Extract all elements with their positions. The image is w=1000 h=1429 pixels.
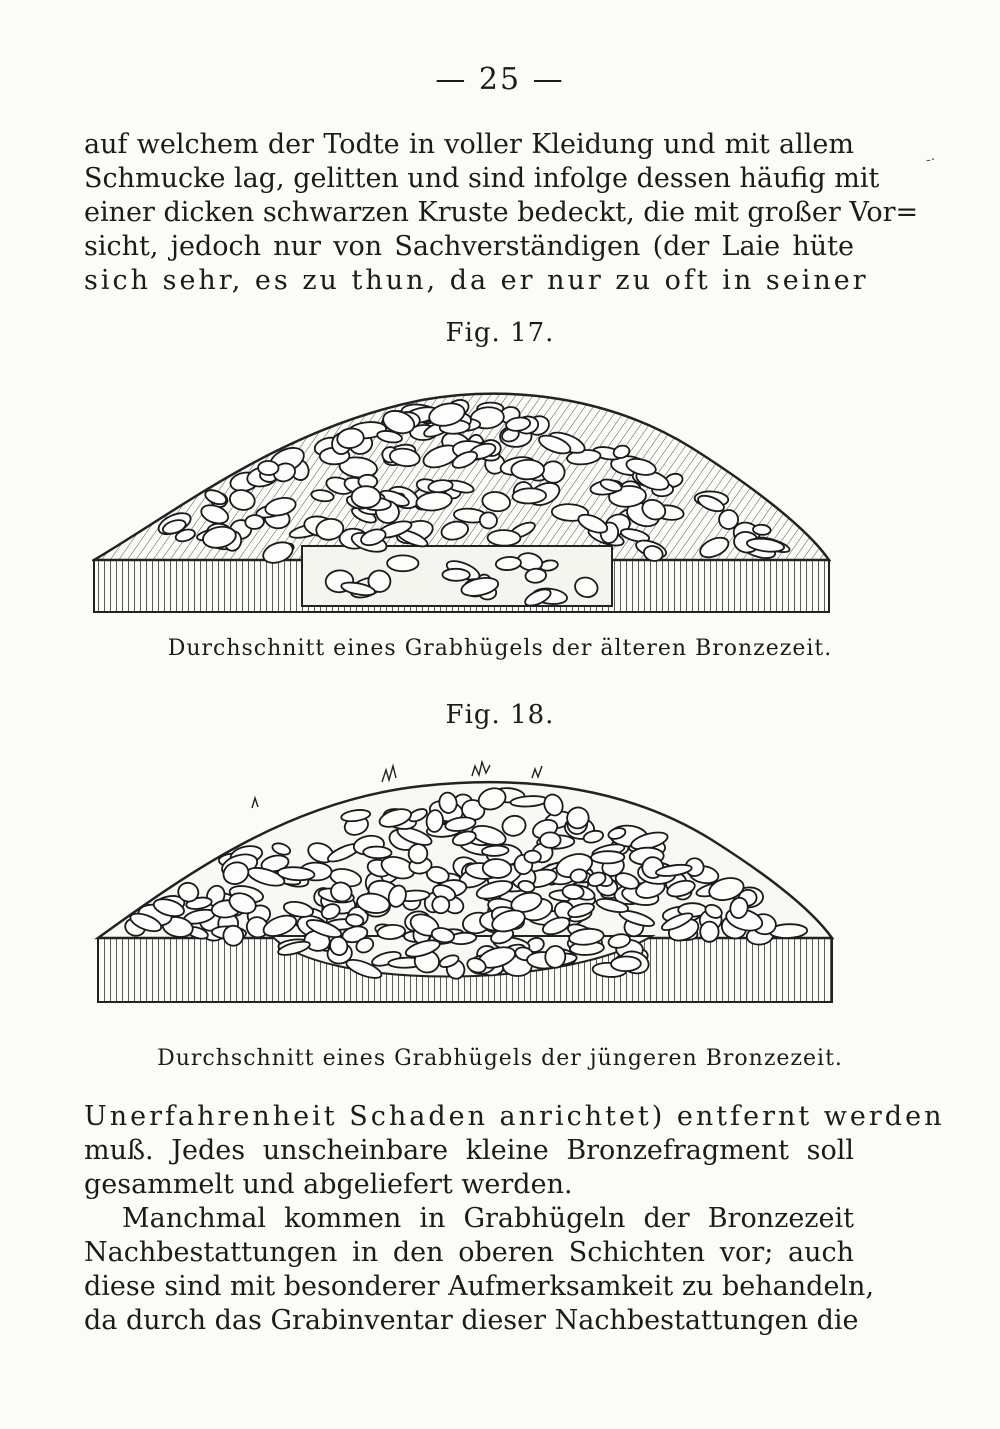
text-line: sicht, jedoch nur von Sachverständigen (der Laie hüte	[84, 231, 854, 262]
stone	[524, 850, 541, 863]
paragraph-bottom	[84, 1100, 945, 1338]
stone	[363, 846, 392, 859]
stone	[512, 488, 546, 504]
stone	[482, 845, 509, 857]
text-line: sich sehr, es zu thun, da er nur zu oft in seiner	[84, 265, 869, 296]
text-line: Nachbestattungen in den oberen Schichten vor; auch	[84, 1237, 854, 1268]
burial-mound-section-figure-17	[92, 378, 832, 618]
text-line: diese sind mit besonderer Aufmerksamkeit zu behandeln,	[84, 1271, 875, 1302]
stone	[387, 555, 418, 571]
text-line: einer dicken schwarzen Kruste bedeckt, die mit großer Vor=	[84, 197, 919, 228]
stone	[591, 851, 625, 864]
text-line: Unerfahrenheit Schaden anrichtet) entfernt werden	[84, 1101, 945, 1132]
figure-18-caption: Durchschnitt eines Grabhügels der jüngeren Bronzezeit.	[157, 1046, 843, 1071]
text-line: auf welchem der Todte in voller Kleidung und mit allem	[84, 129, 854, 160]
stone	[442, 569, 470, 581]
text-line: gesammelt und abgeliefert werden.	[84, 1169, 573, 1200]
stone	[545, 945, 566, 968]
stone	[352, 486, 381, 508]
figure-18-label: Fig. 18.	[445, 700, 555, 730]
stone	[541, 460, 565, 483]
margin-mark: -·	[926, 152, 936, 168]
figure-17-label: Fig. 17.	[445, 318, 555, 348]
stone	[511, 460, 544, 480]
stone	[753, 524, 771, 535]
stone	[525, 568, 547, 583]
stone	[258, 461, 279, 475]
stone	[487, 530, 520, 546]
figure-17-caption: Durchschnitt eines Grabhügels der älteren Bronzezeit.	[167, 636, 833, 661]
text-line: da durch das Grabinventar dieser Nachbestattungen die	[84, 1305, 859, 1336]
text-line: Manchmal kommen in Grabhügeln der Bronzezeit	[122, 1203, 854, 1234]
stone	[245, 515, 264, 530]
stone	[482, 858, 512, 878]
stone	[611, 956, 641, 971]
stone	[700, 921, 719, 942]
page-number: — 25 —	[435, 62, 565, 97]
burial-mound-section-figure-18	[92, 760, 837, 1010]
paragraph-top	[84, 128, 919, 298]
text-line: Schmucke lag, gelitten und sind infolge dessen häufig mit	[84, 163, 880, 194]
text-line: muß. Jedes unscheinbare kleine Bronzefragment soll	[84, 1135, 854, 1166]
stone	[540, 832, 561, 847]
